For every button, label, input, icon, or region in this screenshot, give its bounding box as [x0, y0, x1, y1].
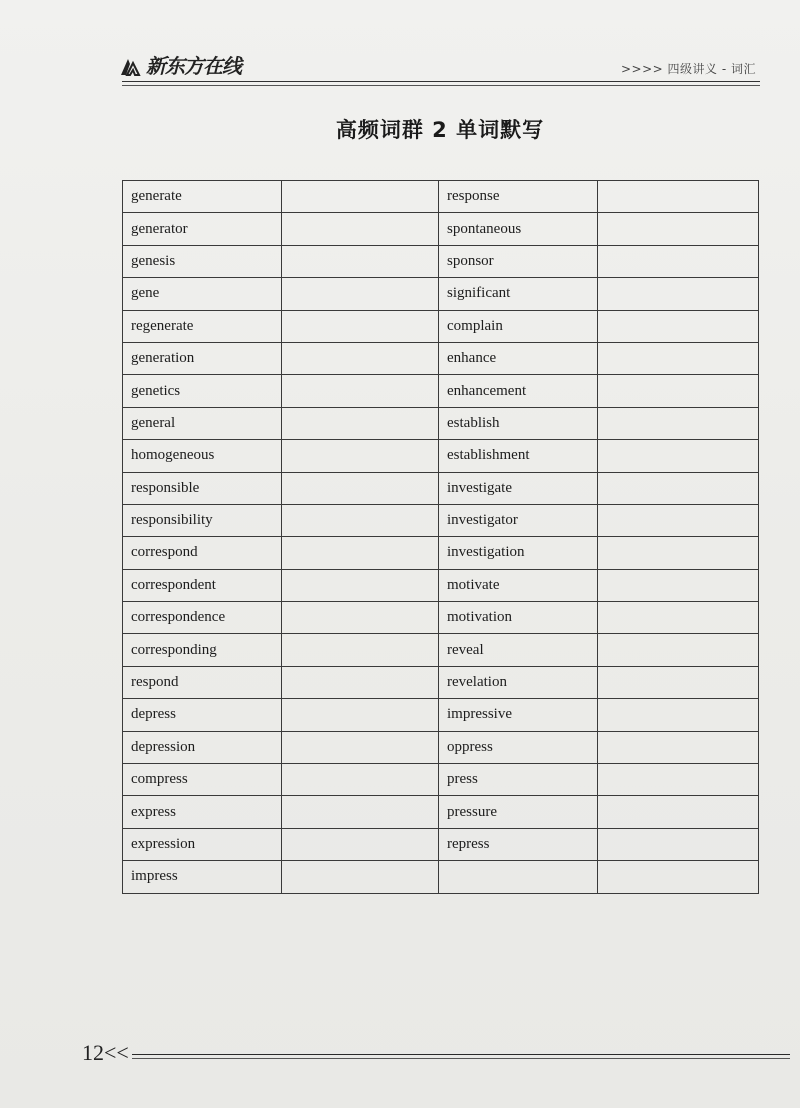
word-cell: reveal [439, 634, 598, 666]
table-row [123, 181, 759, 213]
answer-cell [598, 213, 759, 245]
answer-cell [598, 407, 759, 439]
word-cell: responsibility [123, 504, 282, 536]
word-cell: genesis [123, 245, 282, 277]
answer-cell [282, 278, 439, 310]
answer-cell [282, 731, 439, 763]
table-row [123, 634, 759, 666]
answer-cell [598, 310, 759, 342]
word-cell: generator [123, 213, 282, 245]
table-row [123, 699, 759, 731]
word-cell: motivate [439, 569, 598, 601]
answer-cell [282, 666, 439, 698]
word-cell: correspondent [123, 569, 282, 601]
table-row [123, 504, 759, 536]
word-cell: oppress [439, 731, 598, 763]
answer-cell [598, 504, 759, 536]
answer-cell [282, 796, 439, 828]
answer-cell [282, 245, 439, 277]
answer-cell [598, 278, 759, 310]
header-rule-thin [122, 85, 760, 86]
table-row [123, 310, 759, 342]
table-row [123, 569, 759, 601]
answer-cell [282, 634, 439, 666]
answer-cell [598, 699, 759, 731]
table-row [123, 245, 759, 277]
answer-cell [282, 375, 439, 407]
word-cell: sponsor [439, 245, 598, 277]
logo-text: 新东方在线 [146, 54, 241, 78]
answer-cell [598, 731, 759, 763]
footer-rule [132, 1054, 790, 1055]
word-cell: corresponding [123, 634, 282, 666]
table-row [123, 472, 759, 504]
table-row [123, 213, 759, 245]
word-cell: responsible [123, 472, 282, 504]
word-cell: enhancement [439, 375, 598, 407]
word-cell: general [123, 407, 282, 439]
word-cell: genetics [123, 375, 282, 407]
answer-cell [598, 666, 759, 698]
table-row [123, 440, 759, 472]
word-cell: spontaneous [439, 213, 598, 245]
page-number: 12<< [82, 1040, 129, 1065]
answer-cell [598, 569, 759, 601]
answer-cell [598, 440, 759, 472]
answer-cell [282, 310, 439, 342]
word-cell: respond [123, 666, 282, 698]
word-cell: depression [123, 731, 282, 763]
answer-cell [282, 342, 439, 374]
table-row [123, 731, 759, 763]
logo [118, 50, 241, 79]
word-cell: investigate [439, 472, 598, 504]
header-rule [122, 81, 760, 82]
word-cell: complain [439, 310, 598, 342]
word-cell: response [439, 181, 598, 213]
word-cell: impressive [439, 699, 598, 731]
answer-cell [282, 699, 439, 731]
word-cell: depress [123, 699, 282, 731]
answer-cell [598, 472, 759, 504]
word-cell: generate [123, 181, 282, 213]
footer-rule-thin [132, 1058, 790, 1059]
vocabulary-table [122, 180, 759, 894]
answer-cell [598, 537, 759, 569]
word-cell: express [123, 796, 282, 828]
answer-cell [282, 181, 439, 213]
table-row [123, 342, 759, 374]
page-title: 高频词群 2 单词默写 [335, 118, 545, 142]
answer-cell [598, 342, 759, 374]
table-row [123, 764, 759, 796]
answer-cell [598, 796, 759, 828]
answer-cell [282, 764, 439, 796]
word-cell: investigator [439, 504, 598, 536]
answer-cell [598, 181, 759, 213]
word-cell: revelation [439, 666, 598, 698]
table-row [123, 278, 759, 310]
table-row [123, 796, 759, 828]
word-cell: correspond [123, 537, 282, 569]
vocabulary-table-body [123, 181, 759, 894]
word-cell: generation [123, 342, 282, 374]
answer-cell [598, 764, 759, 796]
answer-cell [282, 602, 439, 634]
table-row [123, 537, 759, 569]
word-cell: gene [123, 278, 282, 310]
word-cell: homogeneous [123, 440, 282, 472]
word-cell: pressure [439, 796, 598, 828]
answer-cell [282, 213, 439, 245]
answer-cell [282, 537, 439, 569]
word-cell: impress [123, 861, 282, 893]
answer-cell [598, 634, 759, 666]
answer-cell [598, 861, 759, 893]
answer-cell [282, 472, 439, 504]
answer-cell [282, 407, 439, 439]
section-label: >>>> 四级讲义 - 词汇 [621, 62, 756, 76]
table-row [123, 828, 759, 860]
word-cell: correspondence [123, 602, 282, 634]
table-row [123, 407, 759, 439]
word-cell: enhance [439, 342, 598, 374]
answer-cell [598, 245, 759, 277]
table-row [123, 375, 759, 407]
word-cell: compress [123, 764, 282, 796]
answer-cell [282, 440, 439, 472]
answer-cell [282, 828, 439, 860]
answer-cell [598, 375, 759, 407]
word-cell: motivation [439, 602, 598, 634]
word-cell: establishment [439, 440, 598, 472]
word-cell: expression [123, 828, 282, 860]
answer-cell [282, 504, 439, 536]
answer-cell [282, 569, 439, 601]
word-cell: establish [439, 407, 598, 439]
word-cell: significant [439, 278, 598, 310]
word-cell: press [439, 764, 598, 796]
answer-cell [598, 602, 759, 634]
answer-cell [282, 861, 439, 893]
word-cell: regenerate [123, 310, 282, 342]
word-cell: repress [439, 828, 598, 860]
word-cell: investigation [439, 537, 598, 569]
answer-cell [598, 828, 759, 860]
word-cell [439, 861, 598, 893]
table-row [123, 666, 759, 698]
logo-mark-icon [118, 55, 142, 79]
table-row [123, 861, 759, 893]
table-row [123, 602, 759, 634]
